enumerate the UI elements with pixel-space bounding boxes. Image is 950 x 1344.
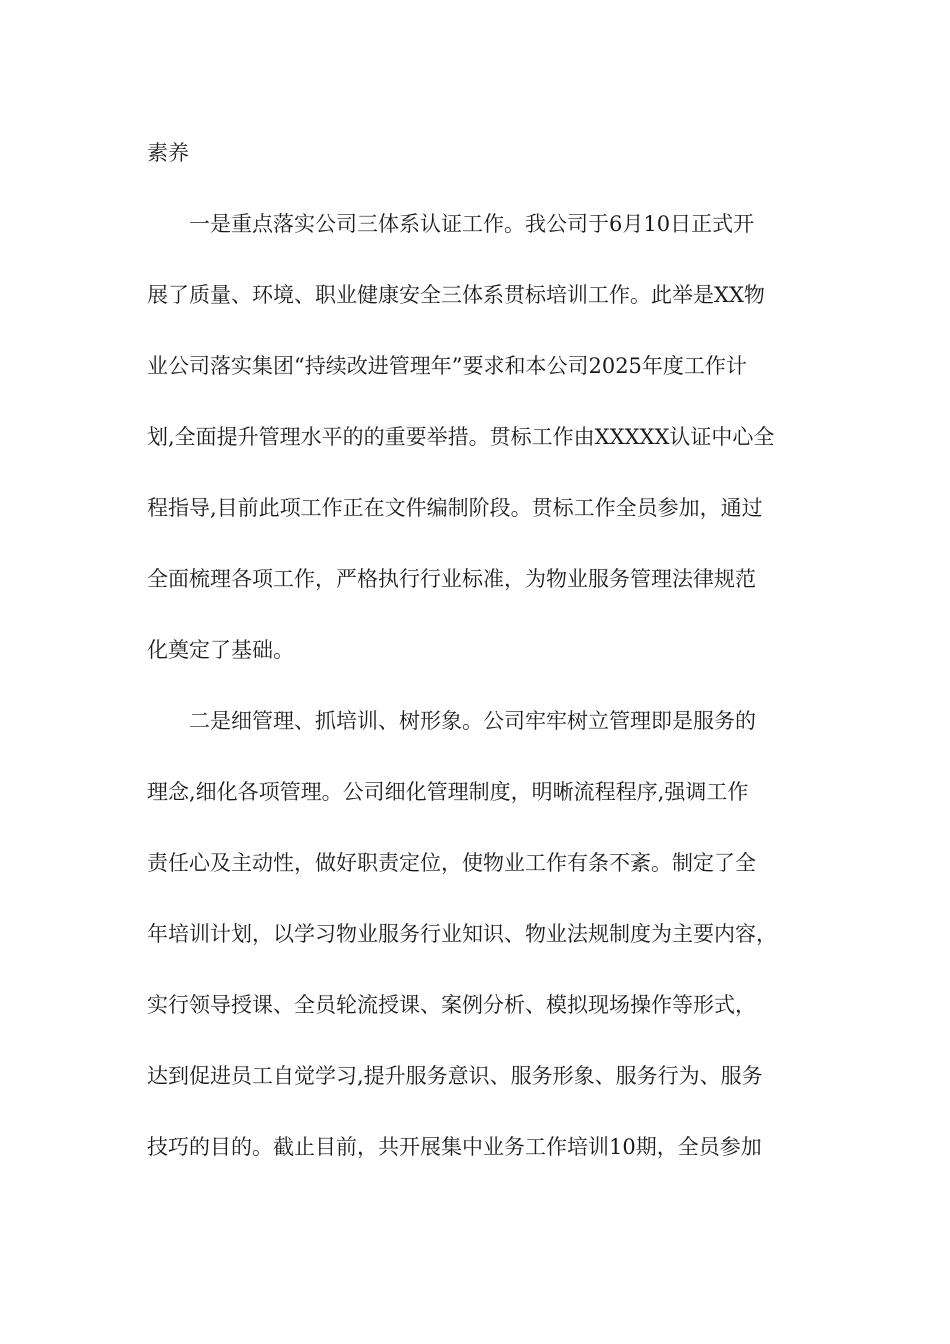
paragraph-1-line-5: 程指导,目前此项工作正在文件编制阶段。贯标工作全员参加，通过 (147, 496, 763, 520)
paragraph-2-line-6: 达到促进员工自觉学习,提升服务意识、服务形象、服务行为、服务 (147, 1064, 763, 1088)
paragraph-2-line-7: 技巧的目的。截止目前，共开展集中业务工作培训10期，全员参加 (147, 1135, 762, 1159)
paragraph-2-line-4: 年培训计划，以学习物业服务行业知识、物业法规制度为主要内容， (147, 922, 777, 946)
paragraph-2-line-3: 责任心及主动性，做好职责定位，使物业工作有条不紊。制定了全 (147, 851, 756, 875)
paragraph-1-line-2: 展了质量、环境、职业健康安全三体系贯标培训工作。此举是XX物 (147, 283, 765, 307)
paragraph-2-line-1: 二是细管理、抓培训、树形象。公司牢牢树立管理即是服务的 (189, 709, 756, 733)
paragraph-2-line-2: 理念,细化各项管理。公司细化管理制度，明晰流程程序,强调工作 (147, 780, 749, 804)
paragraph-1-line-3: 业公司落实集团“持续改进管理年”要求和本公司2025年度工作计 (147, 354, 747, 378)
text-line-1: 素养 (147, 141, 189, 165)
paragraph-2-line-5: 实行领导授课、全员轮流授课、案例分析、模拟现场操作等形式， (147, 993, 756, 1017)
paragraph-1-line-1: 一是重点落实公司三体系认证工作。我公司于6月10日正式开 (189, 212, 755, 236)
paragraph-1-line-4: 划,全面提升管理水平的的重要举措。贯标工作由XXXXX认证中心全 (147, 425, 775, 449)
paragraph-1-line-7: 化奠定了基础。 (147, 638, 294, 662)
paragraph-1-line-6: 全面梳理各项工作，严格执行行业标准，为物业服务管理法律规范 (147, 567, 756, 591)
